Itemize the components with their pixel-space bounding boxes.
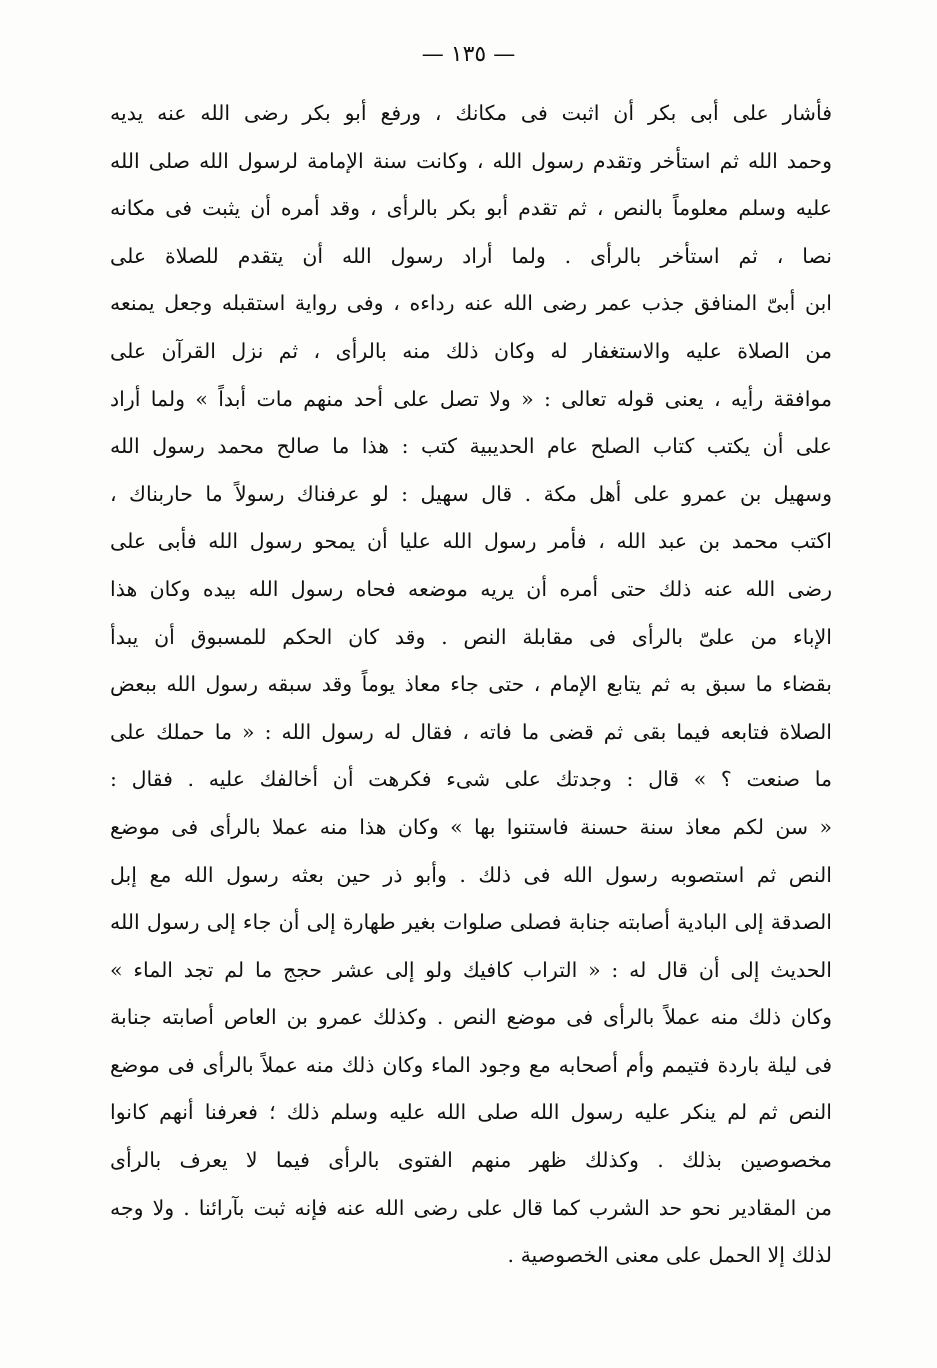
text-line: فى ليلة باردة فتيمم وأم أصحابه مع وجود الماء وكان ذلك منه عملاً بالرأى فى موضع: [110, 1052, 832, 1077]
text-line: النص ثم لم ينكر عليه رسول الله صلى الله عليه وسلم ذلك ؛ فعرفنا أنهم كانوا: [110, 1100, 832, 1125]
text-line: من المقادير نحو حد الشرب كما قال على رضى الله عنه فإنه ثبت بآرائنا . ولا وجه: [110, 1195, 832, 1220]
text-line: الصلاة فتابعه فيما بقى ثم قضى ما فاته ، فقال له رسول الله : « ما حملك على: [110, 719, 832, 744]
text-line: بقضاء ما سبق به ثم يتابع الإمام ، حتى جاء معاذ يوماً وقد سبقه رسول الله ببعض: [110, 672, 832, 697]
text-line: وكان ذلك منه عملاً بالرأى فى موضع النص . وكذلك عمرو بن العاص أصابته جنابة: [110, 1005, 832, 1030]
text-line: اكتب محمد بن عبد الله ، فأمر رسول الله عليا أن يمحو رسول الله فأبى على: [110, 529, 832, 554]
text-line: نصا ، ثم استأخر بالرأى . ولما أراد رسول الله أن يتقدم للصلاة على: [110, 243, 832, 268]
text-line: لذلك إلا الحمل على معنى الخصوصية .: [507, 1243, 832, 1268]
text-line: النص ثم استصوبه رسول الله فى ذلك . وأبو ذر حين بعثه رسول الله مع إبل: [110, 862, 832, 887]
text-line: من الصلاة عليه والاستغفار له وكان ذلك منه بالرأى ، ثم نزل القرآن على: [110, 338, 832, 363]
text-line: ابن أبىّ المنافق جذب عمر رضى الله عنه رداءه ، وفى رواية استقبله وجعل يمنعه: [110, 291, 832, 316]
text-line: الصدقة إلى البادية أصابته جنابة فصلى صلوات بغير طهارة إلى أن جاء إلى رسول الله: [110, 910, 832, 935]
text-line: الإباء من علىّ بالرأى فى مقابلة النص . وقد كان الحكم للمسبوق أن يبدأ: [110, 624, 832, 649]
text-line: رضى الله عنه ذلك حتى أمره أن يريه موضعه فحاه رسول الله بيده وكان هذا: [110, 576, 832, 601]
text-line: الحديث إلى أن قال له : « التراب كافيك ولو إلى عشر حجج ما لم تجد الماء »: [110, 957, 832, 982]
text-line: على أن يكتب كتاب الصلح عام الحديبية كتب : هذا ما صالح محمد رسول الله: [110, 434, 832, 459]
body-text: [110, 90, 832, 1280]
text-line: مخصوصين بذلك . وكذلك ظهر منهم الفتوى بالرأى فيما لا يعرف بالرأى: [110, 1148, 832, 1173]
text-line: وحمد الله ثم استأخر وتقدم رسول الله ، وكانت سنة الإمامة لرسول الله صلى الله: [110, 148, 832, 173]
text-line: ما صنعت ؟ » قال : وجدتك على شىء فكرهت أن أخالفك عليه . فقال :: [110, 767, 832, 792]
text-line: عليه وسلم معلوماً بالنص ، ثم تقدم أبو بكر بالرأى ، وقد أمره أن يثبت فى مكانه: [110, 196, 832, 221]
text-line: وسهيل بن عمرو على أهل مكة . قال سهيل : لو عرفناك رسولاً ما حاربناك ،: [110, 481, 832, 506]
page-number: — ١٣٥ —: [421, 42, 516, 67]
text-line: فأشار على أبى بكر أن اثبت فى مكانك ، ورفع أبو بكر رضى الله عنه يديه: [110, 101, 832, 125]
text-line: « سن لكم معاذ سنة حسنة فاستنوا بها » وكان هذا منه عملا بالرأى فى موضع: [110, 814, 832, 839]
text-line: موافقة رأيه ، يعنى قوله تعالى : « ولا تصل على أحد منهم مات أبداً » ولما أراد: [110, 386, 832, 411]
